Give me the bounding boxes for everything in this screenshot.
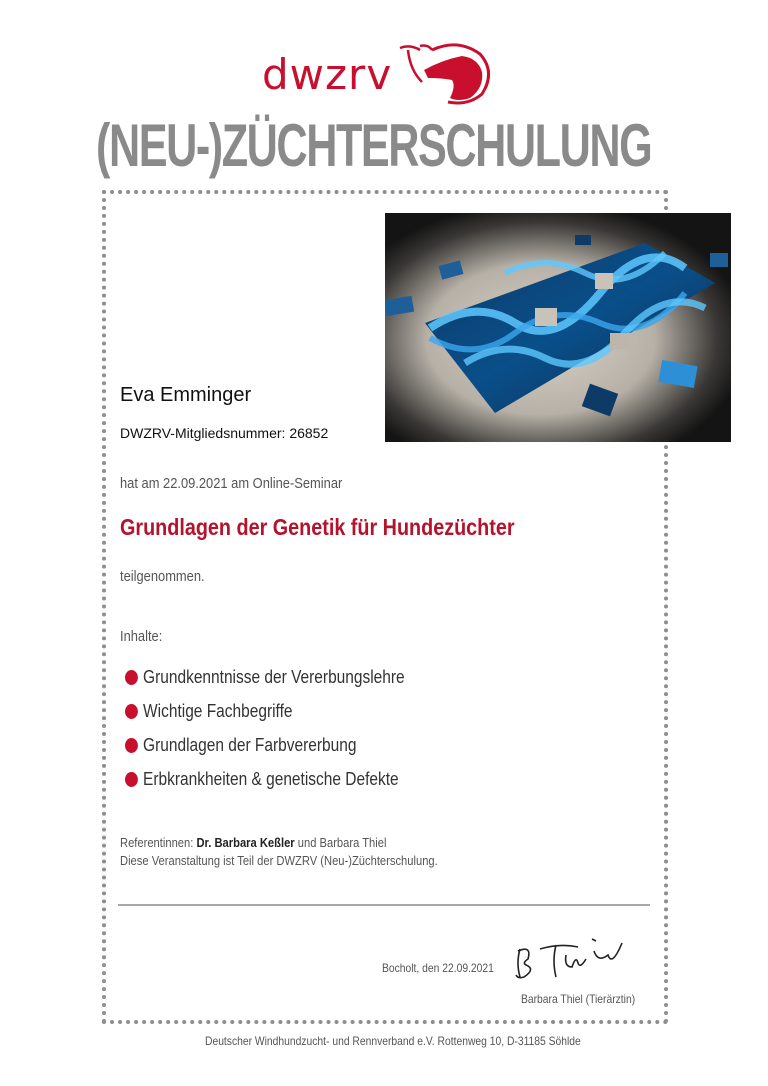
second-speaker: Barbara Thiel (319, 835, 387, 850)
bullet-dot-icon (125, 670, 138, 685)
bullet-dot-icon (125, 704, 138, 719)
speakers-line (120, 834, 438, 852)
list-item-label: Wichtige Fachbegriffe (143, 700, 293, 721)
signer-name: Barbara Thiel (Tierärztin) (521, 992, 636, 1006)
dwzrv-logo (262, 40, 498, 106)
contents-list (125, 660, 405, 796)
dna-puzzle-image (385, 213, 731, 442)
bullet-dot-icon (125, 738, 138, 753)
logo-text: dwzrv (262, 50, 393, 99)
list-item-label: Erbkrankheiten & genetische Defekte (143, 768, 399, 789)
program-note: Diese Veranstaltung ist Teil der DWZRV (Neu-)Züchterschulung. (120, 853, 438, 868)
list-item (125, 728, 405, 762)
intro-text: hat am 22.09.2021 am Online-Seminar (120, 475, 343, 492)
list-item (125, 660, 405, 694)
page-headline: (NEU-)ZÜCHTERSCHULUNG (96, 112, 652, 179)
member-number: DWZRV-Mitgliedsnummer: 26852 (120, 425, 329, 441)
speakers-block (120, 834, 438, 870)
participated-text: teilgenommen. (120, 568, 205, 585)
participant-name: Eva Emminger (120, 384, 252, 406)
main-speaker: Dr. Barbara Keßler (196, 835, 295, 850)
seminar-title: Grundlagen der Genetik für Hundezüchter (120, 514, 515, 540)
speakers-prefix: Referentinnen: (120, 835, 197, 850)
list-item-label: Grundkenntnisse der Vererbungslehre (143, 666, 405, 687)
list-item-label: Grundlagen der Farbvererbung (143, 734, 357, 755)
signature-icon (512, 933, 628, 983)
contents-label: Inhalte: (120, 628, 163, 645)
place-date: Bocholt, den 22.09.2021 (382, 961, 494, 975)
speakers-connector: und (294, 835, 320, 850)
dna-puzzle-illustration (385, 213, 731, 442)
bullet-dot-icon (125, 772, 138, 787)
footer-address: Deutscher Windhundzucht- und Rennverband e.V. Rottenweg 10, D-31185 Söhlde (205, 1034, 581, 1048)
list-item (125, 694, 405, 728)
list-item (125, 762, 405, 796)
greyhound-head-icon (398, 40, 498, 106)
separator-line (118, 904, 650, 906)
